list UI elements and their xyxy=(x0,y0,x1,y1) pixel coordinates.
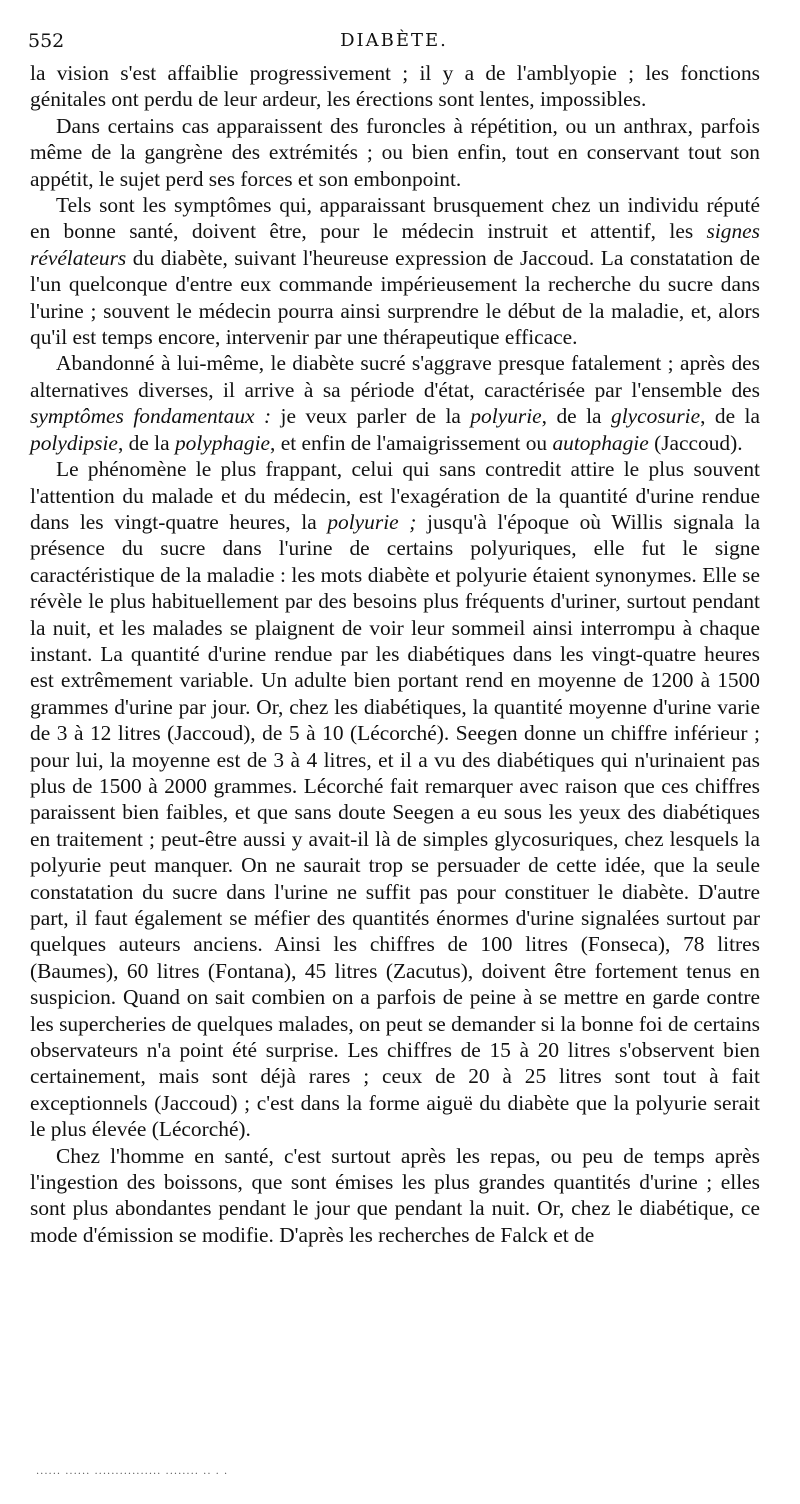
text-run: (Jaccoud). xyxy=(648,430,743,455)
text-run: je veux parler de la xyxy=(271,404,471,429)
text-run: Chez l'homme en santé, c'est surtout après les repas, ou peu de temps après l'ingestion des boissons, que sont émises les plus grandes quantités d'urine ; elles sont plus abondantes pendant le jour que pendant la nuit. Or, chez le diabétique, ce mode d'émission se modifie. D'après les recherches de Falck et de xyxy=(30,1143,760,1247)
text-run: Le phénomène le plus frappant, celui qui sans contredit attire le plus souvent l'attention du malade et du médecin, est l'exagération de la quantité d'urine rendue dans les vingt-quatre heures, la xyxy=(30,457,760,534)
footer-rule: ...... ...... ................ ........ .. . . xyxy=(36,1466,229,1477)
italic-term: signes révélateurs xyxy=(30,219,760,270)
paragraph xyxy=(30,192,760,350)
italic-term: symptômes fondamentaux : xyxy=(30,404,272,429)
italic-term: glycosurie xyxy=(611,404,701,429)
paragraph xyxy=(30,60,760,113)
italic-term: autophagie xyxy=(552,430,649,455)
page-number: 552 xyxy=(28,30,65,52)
italic-term: polyurie ; xyxy=(327,509,417,534)
paragraph xyxy=(30,1143,760,1249)
italic-term: polydipsie xyxy=(30,430,118,455)
body-text xyxy=(30,60,760,1248)
paragraph xyxy=(30,456,760,1143)
text-run: du diabète, suivant l'heureuse expression de Jaccoud. La constatation de l'un quelconque d'entre eux commande impérieusement la recherche du sucre dans l'urine ; souvent le médecin pourra ainsi surprendre le début de la maladie, et, alors qu'il est temps encore, intervenir par une thérapeutique efficace. xyxy=(30,245,760,350)
text-run: Abandonné à lui-même, le diabète sucré s'aggrave presque fatalement ; après des alternatives diverses, il arrive à sa période d'état, caractérisée par l'ensemble des xyxy=(30,351,760,402)
running-title: DIABÈTE. xyxy=(340,30,448,51)
text-run: , de la xyxy=(541,404,611,429)
paragraph xyxy=(30,350,760,456)
italic-term: polyphagie xyxy=(174,430,271,455)
page-header xyxy=(28,30,760,60)
text-run: Tels sont les symptômes qui, apparaissant brusquement chez un individu réputé en bonne santé, doivent être, pour le médecin instruit et attentif, les xyxy=(30,193,760,244)
paragraph xyxy=(30,113,760,192)
italic-term: polyurie xyxy=(470,404,542,429)
text-run: , de la xyxy=(700,404,760,429)
text-run: , et enfin de l'amaigrissement ou xyxy=(270,430,553,455)
text-run: Dans certains cas apparaissent des furoncles à répétition, ou un anthrax, parfois même de la gangrène des extrémités ; ou bien enfin, tout en conservant tout son appétit, le sujet perd ses forces et son embonpoint. xyxy=(30,113,760,191)
text-run: jusqu'à l'époque où Willis signala la présence du sucre dans l'urine de certains polyuriques, elle fut le signe caractéristique de la maladie : les mots diabète et polyurie étaient synonymes. Elle se révèle le plus habituellement par des besoins plus fréquents d'uriner, surtout pendant la nuit, et les malades se plaignent de voir leur sommeil ainsi interrompu à chaque instant. La quantité d'urine rendue par les diabétiques dans les vingt-quatre heures est extrêmement variable. Un adulte bien portant rend en moyenne de 1200 à 1500 grammes d'urine par jour. Or, chez les diabétiques, la quantité moyenne d'urine varie de 3 à 12 litres (Jaccoud), de 5 à 10 (Lécorché). Seegen donne un chiffre inférieur ; pour lui, la moyenne est de 3 à 4 litres, et il a vu des diabétiques qui n'urinaient pas plus de 1500 à 2000 grammes. Lécorché fait remarquer avec raison que ces chiffres paraissent bien faibles, et que sans doute Seegen a eu sous les yeux des diabétiques en traitement ; peut-être aussi y avait-il là de simples glycosuriques, chez lesquels la polyurie peut manquer. On ne saurait trop se persuader de cette idée, que la seule constatation du sucre dans l'urine ne suffit pas pour constituer le diabète. D'autre part, il faut également se méfier des quantités énormes d'urine signalées surtout par quelques auteurs anciens. Ainsi les chiffres de 100 litres (Fonseca), 78 litres (Baumes), 60 litres (Fontana), 45 litres (Zacutus), doivent être fortement tenus en suspicion. Quand on sait combien on a parfois de peine à se mettre en garde contre les supercheries de quelques malades, on peut se demander si la bonne foi de certains observateurs n'a point été surprise. Les chiffres de 15 à 20 litres s'observent bien certainement, mais sont déjà rares ; ceux de 20 à 25 litres sont tout à fait exceptionnels (Jaccoud) ; c'est dans la forme aiguë du diabète que la polyurie serait le plus élevée (Lécorché). xyxy=(30,509,760,1142)
text-run: , de la xyxy=(117,430,175,455)
text-run: la vision s'est affaiblie progressivement ; il y a de l'amblyopie ; les fonctions génitales ont perdu de leur ardeur, les érections sont lentes, impossibles. xyxy=(30,61,760,112)
